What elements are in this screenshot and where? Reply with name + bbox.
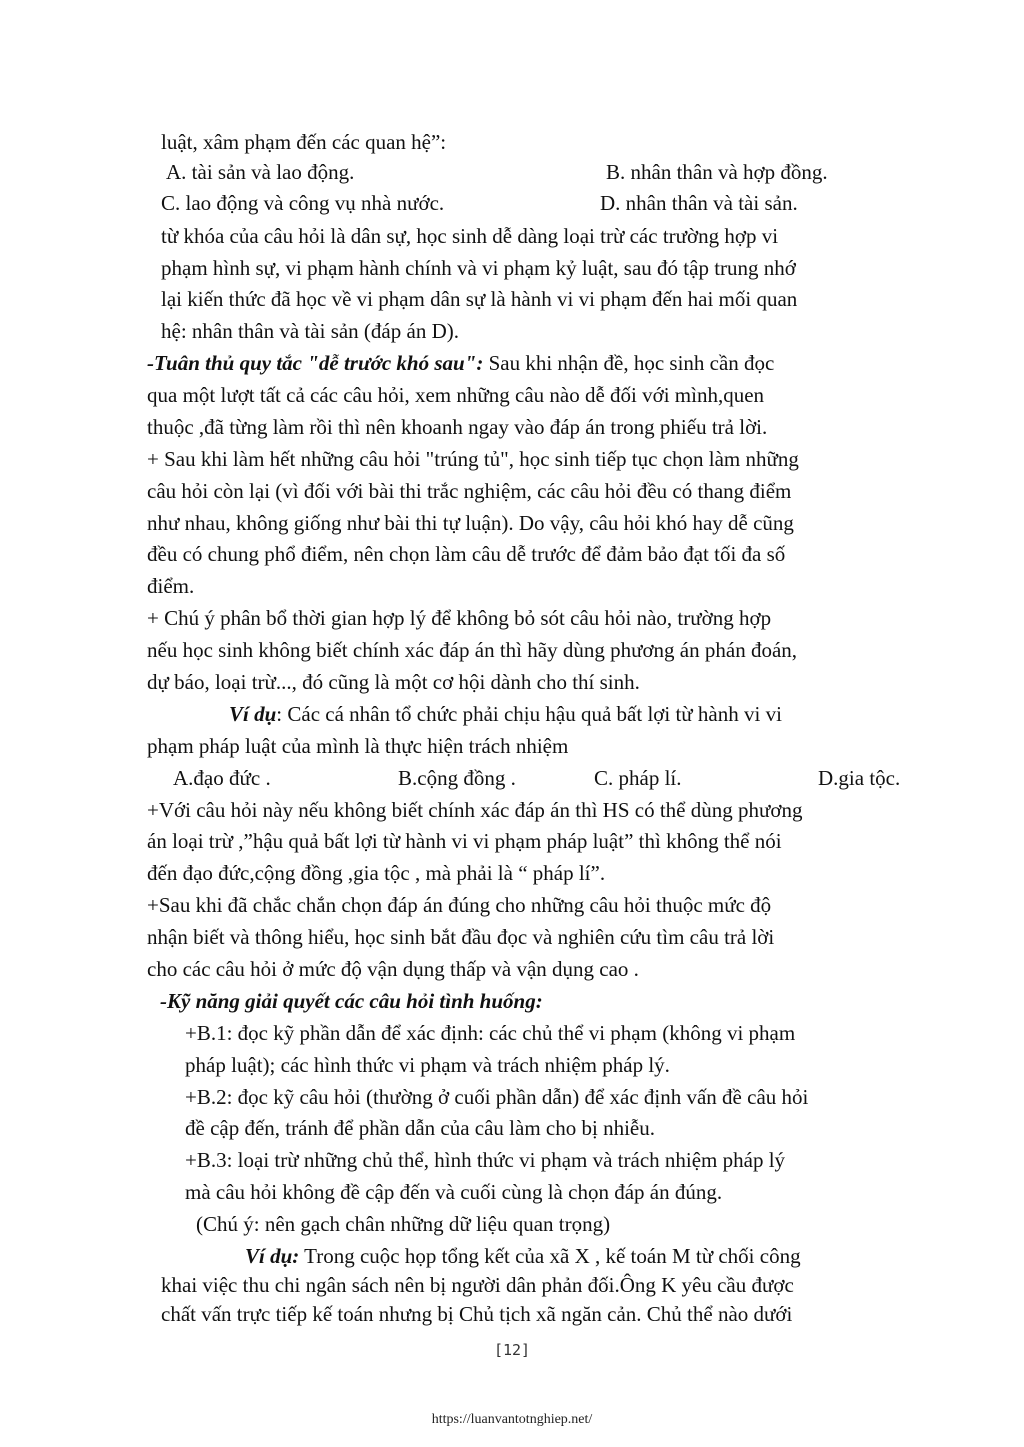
paragraph-line: cho các câu hỏi ở mức độ vận dụng thấp và vận dụng cao . [147, 957, 639, 981]
page-number: [12] [493, 1341, 531, 1359]
example-label: Ví dụ [229, 702, 277, 726]
paragraph-line: đến đạo đức,cộng đồng ,gia tộc , mà phải là “ pháp lí”. [147, 861, 606, 885]
paragraph-line: + Sau khi làm hết những câu hỏi "trúng tủ", học sinh tiếp tục chọn làm những [147, 447, 799, 471]
example-line: phạm pháp luật của mình là thực hiện trách nhiệm [147, 734, 569, 758]
rule-paragraph-first-line [147, 349, 774, 377]
step-line: +B.3: loại trừ những chủ thể, hình thức vi phạm và trách nhiệm pháp lý [185, 1148, 786, 1172]
paragraph-line: câu hỏi còn lại (vì đối với bài thi trắc nghiệm, các câu hỏi đều có thang điểm [147, 479, 792, 503]
paragraph-line: như nhau, không giống như bài thi tự luận). Do vậy, câu hỏi khó hay dễ cũng [147, 511, 794, 535]
note-line: (Chú ý: nên gạch chân những dữ liệu quan trọng) [196, 1212, 611, 1236]
paragraph-line: qua một lượt tất cả các câu hỏi, xem những câu nào dễ đối với mình,quen [147, 383, 765, 407]
example-line: chất vấn trực tiếp kế toán nhưng bị Chủ tịch xã ngăn cản. Chủ thể nào dưới [161, 1302, 793, 1326]
paragraph-line: điểm. [147, 574, 195, 598]
example-text: : Các cá nhân tổ chức phải chịu hậu quả bất lợi từ hành vi vi [276, 702, 782, 726]
example-text: Trong cuộc họp tổng kết của xã X , kế toán M từ chối công [299, 1244, 801, 1268]
explanation-line: hệ: nhân thân và tài sản (đáp án D). [161, 319, 459, 343]
explanation-line: lại kiến thức đã học về vi phạm dân sự là hành vi vi phạm đến hai mối quan [161, 287, 798, 311]
answer-option-d: D.gia tộc. [818, 766, 901, 790]
answer-option-c: C. lao động và công vụ nhà nước. [161, 191, 445, 215]
example-first-line [245, 1242, 801, 1270]
paragraph-line: đều có chung phổ điểm, nên chọn làm câu dễ trước để đảm bảo đạt tối đa số [147, 542, 786, 566]
rule-heading: -Tuân thủ quy tắc "dễ trước khó sau": [147, 351, 484, 375]
question-stem-end: luật, xâm phạm đến các quan hệ”: [161, 130, 447, 154]
example-line: khai việc thu chi ngân sách nên bị người dân phản đối.Ông K yêu cầu được [161, 1273, 794, 1297]
answer-option-b: B.cộng đồng . [398, 766, 516, 790]
paragraph-line: nếu học sinh không biết chính xác đáp án thì hãy dùng phương án phán đoán, [147, 638, 798, 662]
paragraph-line: án loại trừ ,”hậu quả bất lợi từ hành vi vi phạm pháp luật” thì không thể nói [147, 829, 782, 853]
answer-option-a: A.đạo đức . [173, 766, 271, 790]
answer-option-c: C. pháp lí. [594, 766, 682, 790]
example-label: Ví dụ: [245, 1244, 300, 1268]
explanation-line: phạm hình sự, vi phạm hành chính và vi phạm kỷ luật, sau đó tập trung nhớ [161, 256, 796, 280]
step-line: đề cập đến, tránh để phần dẫn của câu làm cho bị nhiễu. [185, 1116, 655, 1140]
step-line: pháp luật); các hình thức vi phạm và trách nhiệm pháp lý. [185, 1053, 670, 1077]
answer-option-d: D. nhân thân và tài sản. [600, 191, 798, 215]
rule-text: Sau khi nhận đề, học sinh cần đọc [483, 351, 775, 375]
paragraph-line: + Chú ý phân bổ thời gian hợp lý để không bỏ sót câu hỏi nào, trường hợp [147, 606, 772, 630]
paragraph-line: dự báo, loại trừ..., đó cũng là một cơ hội dành cho thí sinh. [147, 670, 640, 694]
paragraph-line: +Sau khi đã chắc chắn chọn đáp án đúng cho những câu hỏi thuộc mức độ [147, 893, 772, 917]
paragraph-line: +Với câu hỏi này nếu không biết chính xác đáp án thì HS có thể dùng phương [147, 798, 803, 822]
answer-option-b: B. nhân thân và hợp đồng. [606, 160, 828, 184]
step-line: +B.2: đọc kỹ câu hỏi (thường ở cuối phần dẫn) để xác định vấn đề câu hỏi [185, 1085, 809, 1109]
example-first-line [229, 700, 782, 728]
step-line: +B.1: đọc kỹ phần dẫn để xác định: các chủ thể vi phạm (không vi phạm [185, 1021, 796, 1045]
paragraph-line: thuộc ,đã từng làm rồi thì nên khoanh ngay vào đáp án trong phiếu trả lời. [147, 415, 768, 439]
explanation-line: từ khóa của câu hỏi là dân sự, học sinh dễ dàng loại trừ các trường hợp vi [161, 224, 779, 248]
answer-option-a: A. tài sản và lao động. [166, 160, 355, 184]
step-line: mà câu hỏi không đề cập đến và cuối cùng là chọn đáp án đúng. [185, 1180, 723, 1204]
paragraph-line: nhận biết và thông hiểu, học sinh bắt đầu đọc và nghiên cứu tìm câu trả lời [147, 925, 775, 949]
footer-url[interactable]: https://luanvantotnghiep.net/ [431, 1412, 593, 1427]
section-heading: -Kỹ năng giải quyết các câu hỏi tình huống: [160, 989, 543, 1013]
